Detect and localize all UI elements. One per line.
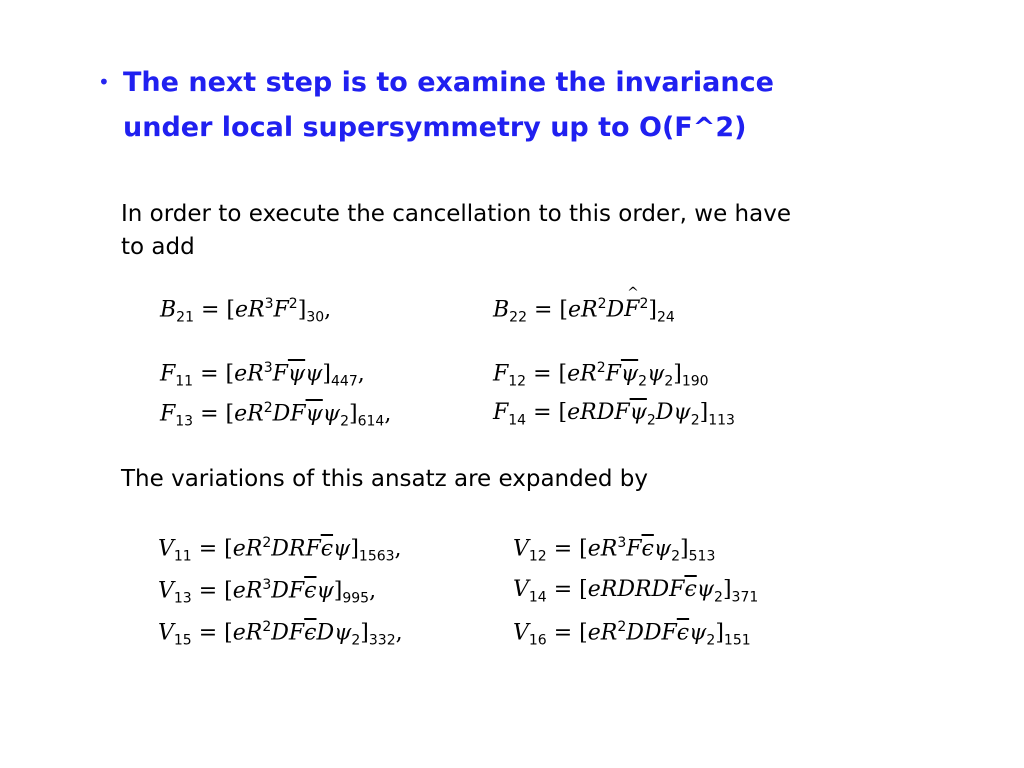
equation-F11: $F_{11} = [eR^3F\overline{\psi}\psi]_{447}$, bbox=[160, 360, 365, 390]
bullet-heading bbox=[123, 60, 892, 150]
equation-F12: $F_{12} = [eR^2F\overline{\psi}_2\psi_2]_{190}$ bbox=[493, 360, 709, 390]
bullet-line-2: under local supersymmetry up to O(F^2) bbox=[123, 112, 747, 143]
equation-V15: $V_{15} = [eR^2DF\overline{\epsilon}D\psi_2]_{332}$, bbox=[158, 619, 403, 649]
equation-B22: $B_{22}$ = [$eR^2D\^{}$ $F^2]_{24}$ bbox=[493, 296, 675, 326]
equation-V16: $V_{16} = [eR^2DDF\overline{\epsilon}\psi_2]_{151}$ bbox=[513, 619, 751, 649]
intro-line-2: to add bbox=[121, 234, 195, 260]
equation-V11: $V_{11} = [eR^2DRF\overline{\epsilon}\psi]_{1563}$, bbox=[158, 535, 402, 565]
equation-F14: $F_{14}$ = $[eRDF\overline{\psi}_2D\psi_2]_{113}$ bbox=[493, 400, 735, 429]
intro-line-1: In order to execute the cancellation to this order, we have bbox=[121, 201, 791, 227]
equation-V13: $V_{13} = [eR^3DF\overline{\epsilon}\psi]_{995}$, bbox=[158, 577, 377, 607]
equation-V12: $V_{12} = [eR^3F\overline{\epsilon}\psi_2]_{513}$ bbox=[513, 535, 716, 565]
variations-paragraph: The variations of this ansatz are expanded by bbox=[121, 466, 649, 492]
bullet-item bbox=[92, 60, 892, 150]
intro-paragraph bbox=[121, 198, 921, 264]
equation-B21: $B_{21} = [eR^3F^2]_{30}$, bbox=[160, 296, 332, 326]
bullet-dot-icon: • bbox=[98, 70, 110, 94]
bullet-line-1: The next step is to examine the invariance bbox=[123, 67, 774, 98]
equation-F13: $F_{13} = [eR^2DF\overline{\psi}\psi_2]_{614}$, bbox=[160, 400, 392, 430]
equation-V14: $V_{14}$ = $[eRDRDF\overline{\epsilon}\psi_2]_{371}$ bbox=[513, 577, 759, 606]
